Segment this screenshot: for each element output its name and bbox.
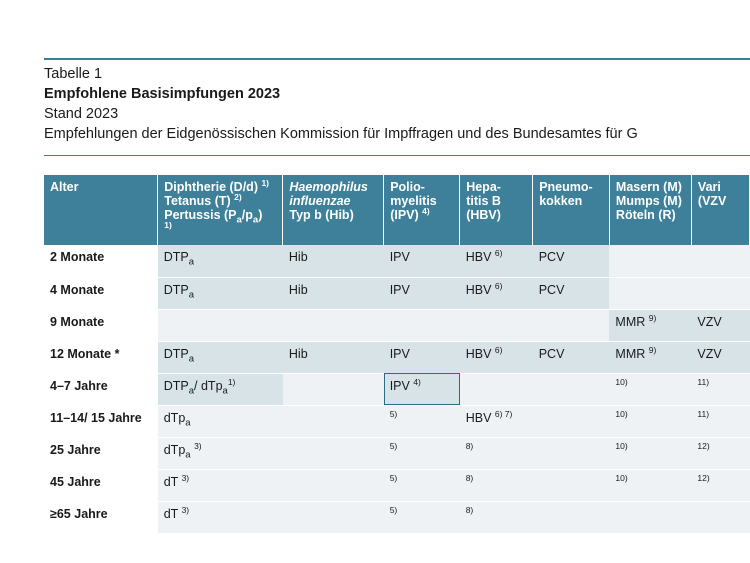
document-source: Empfehlungen der Eidgenössischen Kommission für Impffragen und des Bundesamtes für G: [44, 126, 638, 142]
column-header-hepatitis-b: Hepa- titis B (HBV): [460, 175, 533, 245]
cell-varizellen: 11): [691, 373, 749, 405]
cell-pneumokokken: [533, 373, 610, 405]
cell-mmr: 10): [609, 373, 691, 405]
table-label: Tabelle 1: [44, 66, 103, 82]
cell-hib: [283, 405, 384, 437]
cell-pneumokokken: [533, 469, 610, 501]
cell-hepatitis-b: 8): [460, 501, 533, 533]
cell-pneumokokken: [533, 405, 610, 437]
cell-hib: Hib: [283, 341, 384, 373]
table-row: [44, 437, 750, 469]
cell-mmr: [609, 277, 691, 309]
table-row: [44, 309, 750, 341]
column-header-dtp: Diphtherie (D/d) $^{1)}$ Tetanus (T) $^{2)}$ Pertussis $(P_a/p_a)$ $^{1)}$: [158, 175, 283, 245]
table-row: [44, 469, 750, 501]
cell-dtp: [158, 309, 283, 341]
document-status: Stand 2023: [44, 106, 119, 122]
cell-polio: IPV: [384, 341, 460, 373]
cell-hib: [283, 501, 384, 533]
cell-mmr: 10): [609, 469, 691, 501]
cell-pneumokokken: PCV: [533, 277, 610, 309]
cell-varizellen: 11): [691, 405, 749, 437]
row-age-label: 4 Monate: [44, 277, 158, 309]
cell-dtp: dT $^{3)}$: [158, 469, 283, 501]
cell-varizellen: [691, 277, 749, 309]
vaccination-schedule-table: [44, 175, 750, 534]
row-age-label: 12 Monate *: [44, 341, 158, 373]
table-row: [44, 277, 750, 309]
row-age-label: 45 Jahre: [44, 469, 158, 501]
column-header-varizellen: Vari (VZV: [691, 175, 749, 245]
row-age-label: 25 Jahre: [44, 437, 158, 469]
cell-polio: 5): [384, 437, 460, 469]
cell-hib: [283, 309, 384, 341]
cell-polio: [384, 309, 460, 341]
cell-polio: IPV $^{4)}$: [384, 373, 460, 405]
cell-mmr: [609, 245, 691, 277]
cell-pneumokokken: [533, 309, 610, 341]
cell-hib: [283, 437, 384, 469]
cell-varizellen: VZV: [691, 341, 749, 373]
row-age-label: 4–7 Jahre: [44, 373, 158, 405]
cell-hepatitis-b: HBV $^{6)}$: [460, 245, 533, 277]
cell-dtp: dT $^{3)}$: [158, 501, 283, 533]
table-row: [44, 245, 750, 277]
cell-varizellen: 12): [691, 437, 749, 469]
cell-varizellen: [691, 245, 749, 277]
row-age-label: 9 Monate: [44, 309, 158, 341]
cell-dtp: dTp$_a$: [158, 405, 283, 437]
cell-varizellen: 12): [691, 469, 749, 501]
cell-hepatitis-b: 8): [460, 469, 533, 501]
column-header-hib: Haemophilus influenzae Typ b (Hib): [283, 175, 384, 245]
cell-polio: IPV: [384, 277, 460, 309]
cell-mmr: MMR $^{9)}$: [609, 309, 691, 341]
cell-mmr: [609, 501, 691, 533]
table-row: [44, 373, 750, 405]
cell-hepatitis-b: [460, 373, 533, 405]
document-title: Empfohlene Basisimpfungen 2023: [44, 86, 281, 102]
header-divider: [44, 155, 750, 156]
cell-dtp: $DTP_a$: [158, 341, 283, 373]
table-row: [44, 501, 750, 533]
cell-polio: 5): [384, 469, 460, 501]
cell-varizellen: [691, 501, 749, 533]
cell-polio: 5): [384, 405, 460, 437]
column-header-age: Alter: [44, 175, 158, 245]
column-header-mmr: Masern (M) Mumps (M) Röteln (R): [609, 175, 691, 245]
row-age-label: 2 Monate: [44, 245, 158, 277]
cell-hib: Hib: [283, 277, 384, 309]
cell-hib: Hib: [283, 245, 384, 277]
cell-mmr: 10): [609, 405, 691, 437]
row-age-label: 11–14/ 15 Jahre: [44, 405, 158, 437]
cell-hib: [283, 469, 384, 501]
row-age-label: ≥65 Jahre: [44, 501, 158, 533]
cell-pneumokokken: PCV: [533, 245, 610, 277]
document-header: [44, 64, 750, 144]
cell-hib: [283, 373, 384, 405]
column-header-polio: Polio- myelitis (IPV) $^{4)}$: [384, 175, 460, 245]
table-body: [44, 245, 750, 533]
cell-pneumokokken: [533, 501, 610, 533]
cell-varizellen: VZV: [691, 309, 749, 341]
table-row: [44, 341, 750, 373]
cell-hepatitis-b: HBV $^{6)}$: [460, 277, 533, 309]
cell-dtp: $DTP_a$: [158, 277, 283, 309]
cell-dtp: $DTP_a/$ dTp$_a^{1)}$: [158, 373, 283, 405]
cell-hepatitis-b: HBV $^{6) 7)}$: [460, 405, 533, 437]
cell-dtp: $DTP_a$: [158, 245, 283, 277]
cell-polio: IPV: [384, 245, 460, 277]
column-header-pneumokokken: Pneumo- kokken: [533, 175, 610, 245]
top-divider: [44, 58, 750, 60]
cell-mmr: 10): [609, 437, 691, 469]
table-row: [44, 405, 750, 437]
cell-mmr: MMR $^{9)}$: [609, 341, 691, 373]
cell-hepatitis-b: 8): [460, 437, 533, 469]
table-header-row: [44, 175, 750, 245]
cell-dtp: dTp$_a$ $^{3)}$: [158, 437, 283, 469]
cell-pneumokokken: PCV: [533, 341, 610, 373]
cell-pneumokokken: [533, 437, 610, 469]
cell-hepatitis-b: [460, 309, 533, 341]
cell-polio: 5): [384, 501, 460, 533]
cell-hepatitis-b: HBV $^{6)}$: [460, 341, 533, 373]
